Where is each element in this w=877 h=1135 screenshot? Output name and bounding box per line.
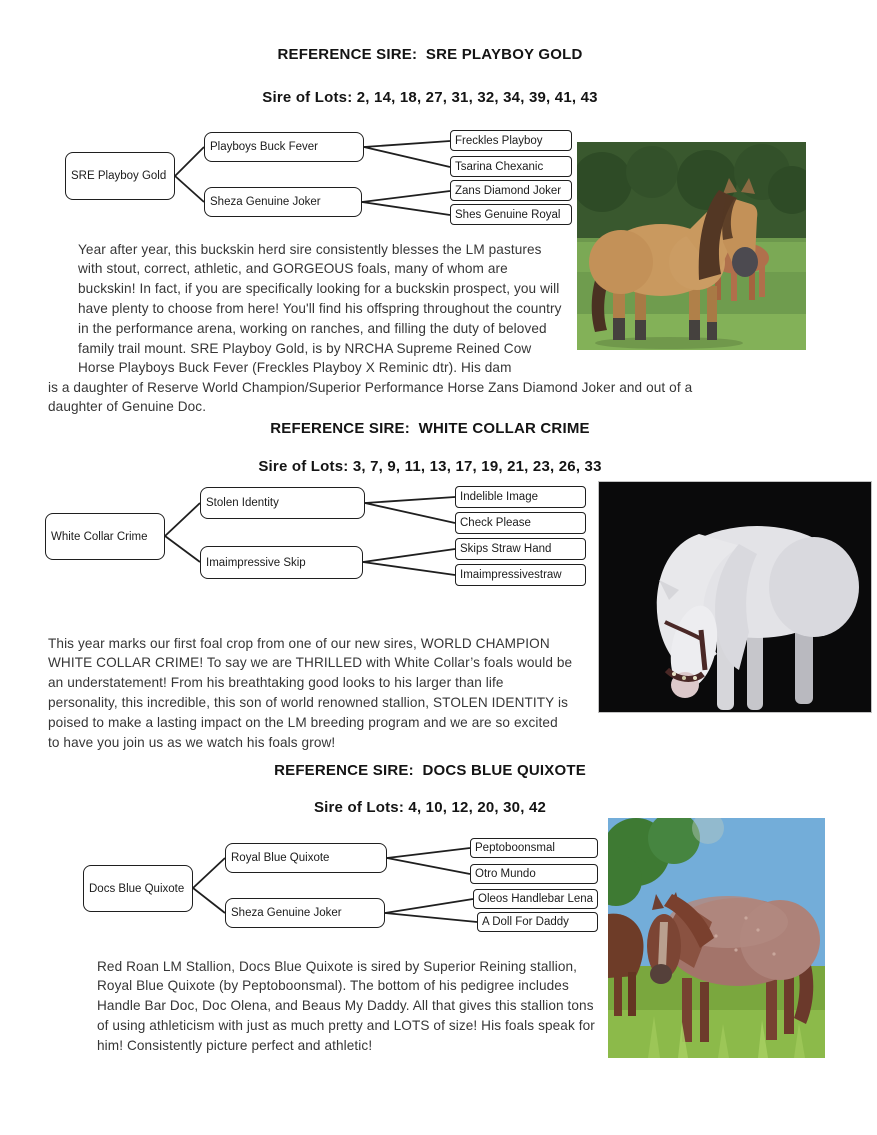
pedigree2-dam-of-sire-box (200, 546, 363, 579)
pedigree1-gen3-label-1: Freckles Playboy (455, 134, 543, 147)
pedigree1-dam-of-sire-label: Sheza Genuine Joker (210, 196, 321, 208)
section2-paragraph: This year marks our first foal crop from one of our new sires, WORLD CHAMPION WHITE COLLAR CRIME! To say we are THRILLED with White Collar’s foals would be an understatement! From his breathtaking good looks to his larger than life personality, this incredible, this son of world renowned stallion, STOLEN IDENTITY is poised to make a lasting impact on the LM breeding program and we are so excited to have you join us as we watch his foals grow! (48, 635, 573, 750)
pedigree3-gen3-label-4: A Doll For Daddy (482, 916, 569, 928)
pedigree3-dam-of-sire-label: Sheza Genuine Joker (231, 907, 342, 919)
pedigree2-sire-label: White Collar Crime (51, 530, 148, 543)
section1-paragraph: Year after year, this buckskin herd sire consistently blesses the LM pastures with stout, correct, athletic, and GORGEOUS foals, many of whom are buckskin! In fact, if you are specifically looking for a buckskin prospect, you will have plenty to choose from here! You'll find his offspring throughout the country in the performance arena, working on ranches, and filling the duty of beloved family trail mount. SRE Playboy Gold, is by NRCHA Supreme Reined Cow Horse Playboys Buck Fever (Freckles Playboy X Reminic dtr). His dam (78, 241, 562, 376)
pedigree1-gen3-box-4 (450, 204, 572, 225)
pedigree3-gen3-label-1: Peptoboonsmal (475, 842, 555, 854)
pedigree1-sire-of-sire-label: Playboys Buck Fever (210, 141, 319, 153)
pedigree3-dam-of-sire-box (225, 898, 385, 928)
pedigree2-dam-of-sire-label: Imaimpressive Skip (206, 556, 306, 569)
section3-title: REFERENCE SIRE: DOCS BLUE QUIXOTE (274, 762, 586, 779)
pedigree3-gen3-box-4 (477, 912, 598, 932)
pedigree1-sire-of-sire-box (204, 132, 364, 162)
pedigree3-gen3-label-2: Otro Mundo (475, 868, 536, 880)
pedigree3-gen3-box-3 (473, 889, 598, 909)
section2-lots: Sire of Lots: 3, 7, 9, 11, 13, 17, 19, 21, 23, 26, 33 (258, 458, 602, 475)
pedigree1-gen3-box-1 (450, 130, 572, 151)
section3-lots: Sire of Lots: 4, 10, 12, 20, 30, 42 (313, 799, 547, 816)
pedigree3-sire-of-sire-label: Royal Blue Quixote (231, 852, 330, 864)
pedigree2-sire-of-sire-box (200, 487, 365, 519)
pedigree3-gen3-label-3: Oleos Handlebar Lena (478, 893, 594, 905)
pedigree2-gen3-box-2 (455, 512, 586, 534)
pedigree2-gen3-label-2: Check Please (460, 517, 531, 529)
pedigree2-gen3-label-4: Imaimpressivestraw (460, 569, 562, 581)
pedigree1-gen3-label-3: Zans Diamond Joker (455, 184, 562, 197)
sre-playboy-gold-photo (577, 142, 806, 350)
pedigree1-gen3-box-3 (450, 180, 572, 201)
section3-paragraph: Red Roan LM Stallion, Docs Blue Quixote is sired by Superior Reining stallion, Royal Blue Quixote (by Peptoboonsmal). The bottom of his pedigree includes Handle Bar Doc, Doc Olena, and Beaus My Daddy. All that gives this stallion tons of using athleticism with just as much pretty and LOTS of size! His foals speak for him! Consistently picture perfect and athletic! (97, 958, 595, 1053)
pedigree3-sire-box (83, 865, 193, 912)
pedigree2-sire-box (45, 513, 165, 560)
section1-lots: Sire of Lots: 2, 14, 18, 27, 31, 32, 34, 39, 41, 43 (262, 89, 598, 106)
pedigree2-gen3-box-4 (455, 564, 586, 586)
white-collar-crime-photo (598, 481, 872, 713)
pedigree3-gen3-box-2 (470, 864, 598, 884)
pedigree2-gen3-label-3: Skips Straw Hand (460, 543, 552, 555)
pedigree2-gen3-label-1: Indelible Image (460, 491, 538, 503)
pedigree1-gen3-box-2 (450, 156, 572, 177)
pedigree2-sire-of-sire-label: Stolen Identity (206, 497, 279, 509)
pedigree1-sire-label: SRE Playboy Gold (71, 170, 167, 182)
pedigree3-sire-of-sire-box (225, 843, 387, 873)
pedigree1-sire-box (65, 152, 175, 200)
pedigree2-gen3-box-3 (455, 538, 586, 560)
section1-paragraph-continued: is a daughter of Reserve World Champion/Superior Performance Horse Zans Diamond Joker and out of a daughter of Genuine Doc. (48, 379, 693, 415)
pedigree3-sire-label: Docs Blue Quixote (89, 882, 185, 895)
pedigree1-gen3-label-4: Shes Genuine Royal (455, 208, 561, 221)
pedigree2-gen3-box-1 (455, 486, 586, 508)
section2-title: REFERENCE SIRE: WHITE COLLAR CRIME (270, 420, 590, 437)
pedigree1-gen3-label-2: Tsarina Chexanic (455, 160, 544, 173)
pedigree3-gen3-box-1 (470, 838, 598, 858)
docs-blue-quixote-photo (608, 818, 825, 1058)
section1-title: REFERENCE SIRE: SRE PLAYBOY GOLD (277, 46, 583, 63)
pedigree1-dam-of-sire-box (204, 187, 362, 217)
